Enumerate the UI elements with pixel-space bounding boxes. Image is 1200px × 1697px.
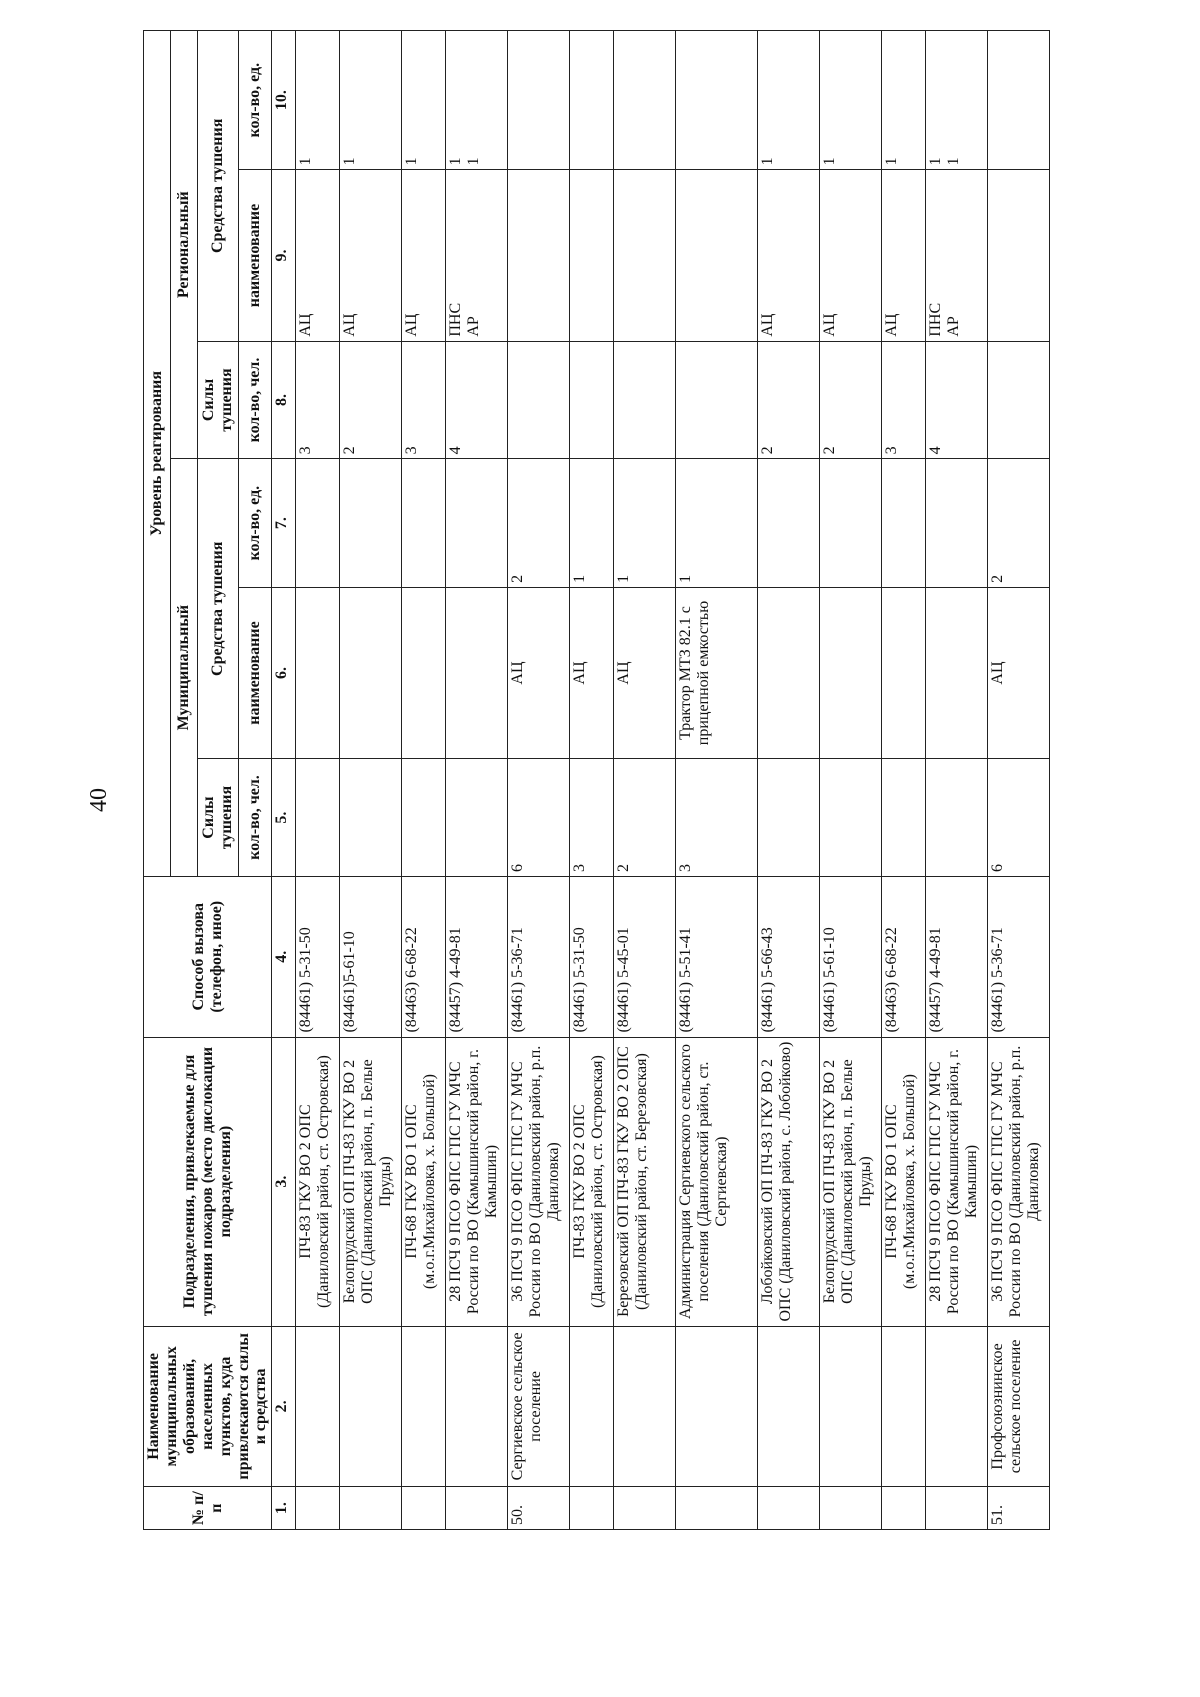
header-forces-regional: Силы тушения — [197, 341, 238, 459]
header-means-regional: Средства тушения — [197, 31, 238, 342]
row-num — [446, 1487, 508, 1530]
regional-forces-qty: 2 — [820, 341, 882, 459]
header-call-method: Способ вызова (телефон, иное) — [144, 876, 272, 1037]
unit-name: 36 ПСЧ 9 ПСО ФПС ГПС ГУ МЧС России по ВО (Даниловский район, р.п. Даниловка) — [508, 1037, 570, 1326]
municipal-forces-qty — [296, 759, 340, 877]
municipal-forces-qty — [446, 759, 508, 877]
municipal-forces-qty: 6 — [988, 759, 1050, 877]
municipal-forces-qty: 2 — [614, 759, 676, 877]
call-phone: (84461) 5-45-01 — [614, 876, 676, 1037]
unit-name: Белопрудский ОП ПЧ-83 ГКУ ВО 2 ОПС (Даниловский район, п. Белые Пруды) — [340, 1037, 402, 1326]
col-number: 7. — [272, 459, 296, 587]
regional-means-name — [676, 170, 758, 341]
municipality-name — [820, 1326, 882, 1487]
call-phone: (84461) 5-36-71 — [988, 876, 1050, 1037]
regional-forces-qty — [570, 341, 614, 459]
row-num — [882, 1487, 926, 1530]
table-row — [570, 31, 614, 1530]
unit-name: Березовский ОП ПЧ-83 ГКУ ВО 2 ОПС (Даниловский район, ст. Березовская) — [614, 1037, 676, 1326]
unit-name: ПЧ-68 ГКУ ВО 1 ОПС (м.о.г.Михайловка, х. Большой) — [402, 1037, 446, 1326]
col-number: 8. — [272, 341, 296, 459]
municipality-name — [570, 1326, 614, 1487]
table-row — [296, 31, 340, 1530]
municipal-means-name: АЦ — [508, 587, 570, 758]
table-row — [926, 31, 988, 1530]
call-phone: (84461) 5-66-43 — [758, 876, 820, 1037]
header-municipal: Муниципальный — [170, 459, 197, 877]
regional-means-qty: 1 — [402, 31, 446, 170]
call-phone: (84463) 6-68-22 — [402, 876, 446, 1037]
municipal-forces-qty — [340, 759, 402, 877]
regional-forces-qty — [614, 341, 676, 459]
header-num: № п/п — [144, 1487, 272, 1530]
call-phone: (84461)5-61-10 — [340, 876, 402, 1037]
header-qty-units: кол-во, ед. — [239, 31, 272, 170]
header-name-col: наименование — [239, 170, 272, 341]
municipal-means-name: АЦ — [988, 587, 1050, 758]
regional-means-qty: 1 — [820, 31, 882, 170]
regional-forces-qty: 3 — [402, 341, 446, 459]
table-row — [402, 31, 446, 1530]
table-row — [882, 31, 926, 1530]
municipal-means-name — [446, 587, 508, 758]
regional-forces-qty: 3 — [296, 341, 340, 459]
regional-forces-qty — [676, 341, 758, 459]
unit-name: ПЧ-68 ГКУ ВО 1 ОПС (м.о.г.Михайловка, х. Большой) — [882, 1037, 926, 1326]
col-number: 1. — [272, 1487, 296, 1530]
table-row — [614, 31, 676, 1530]
call-phone: (84461) 5-31-50 — [570, 876, 614, 1037]
unit-name: Лобойковский ОП ПЧ-83 ГКУ ВО 2 ОПС (Даниловский район, с. Лобойково) — [758, 1037, 820, 1326]
regional-means-name — [570, 170, 614, 341]
regional-forces-qty — [508, 341, 570, 459]
municipality-name — [296, 1326, 340, 1487]
regional-means-qty: 1 — [340, 31, 402, 170]
regional-forces-qty — [988, 341, 1050, 459]
row-num — [820, 1487, 882, 1530]
municipal-means-qty: 2 — [988, 459, 1050, 587]
row-num — [926, 1487, 988, 1530]
row-num — [614, 1487, 676, 1530]
table-row — [508, 31, 570, 1530]
regional-forces-qty: 3 — [882, 341, 926, 459]
row-num — [296, 1487, 340, 1530]
response-forces-table — [143, 30, 1050, 1530]
regional-means-name — [614, 170, 676, 341]
municipality-name — [882, 1326, 926, 1487]
municipal-means-name — [820, 587, 882, 758]
unit-name: Белопрудский ОП ПЧ-83 ГКУ ВО 2 ОПС (Даниловский район, п. Белые Пруды) — [820, 1037, 882, 1326]
municipal-means-qty: 1 — [570, 459, 614, 587]
municipal-means-name: АЦ — [614, 587, 676, 758]
row-num — [402, 1487, 446, 1530]
header-means-municipal: Средства тушения — [197, 459, 238, 759]
row-num — [676, 1487, 758, 1530]
call-phone: (84457) 4-49-81 — [446, 876, 508, 1037]
unit-name: 28 ПСЧ 9 ПСО ФПС ГПС ГУ МЧС России по ВО (Камышинский район, г. Камышин) — [926, 1037, 988, 1326]
municipality-name — [402, 1326, 446, 1487]
call-phone: (84461) 5-36-71 — [508, 876, 570, 1037]
municipal-means-qty — [296, 459, 340, 587]
municipal-means-name: АЦ — [570, 587, 614, 758]
regional-means-qty — [988, 31, 1050, 170]
header-name-col: наименование — [239, 587, 272, 758]
regional-means-qty — [614, 31, 676, 170]
header-regional: Региональный — [170, 31, 197, 459]
regional-means-name — [508, 170, 570, 341]
regional-means-name: АЦ — [402, 170, 446, 341]
municipal-means-name — [402, 587, 446, 758]
regional-forces-qty: 4 — [446, 341, 508, 459]
col-number: 4. — [272, 876, 296, 1037]
rotated-document-table — [143, 30, 1043, 1530]
regional-means-name: АЦ — [340, 170, 402, 341]
unit-name: 28 ПСЧ 9 ПСО ФПС ГПС ГУ МЧС России по ВО (Камышинский район, г. Камышин) — [446, 1037, 508, 1326]
municipal-forces-qty: 6 — [508, 759, 570, 877]
municipal-means-name — [296, 587, 340, 758]
municipal-forces-qty — [758, 759, 820, 877]
table-row — [758, 31, 820, 1530]
row-num: 51. — [988, 1487, 1050, 1530]
municipal-forces-qty — [926, 759, 988, 877]
row-num — [570, 1487, 614, 1530]
header-municipality: Наименование муниципальных образований, населенных пунктов, куда привлекаются силы и средства — [144, 1326, 272, 1487]
municipality-name — [340, 1326, 402, 1487]
municipality-name — [926, 1326, 988, 1487]
col-number: 2. — [272, 1326, 296, 1487]
municipal-forces-qty — [882, 759, 926, 877]
unit-name: ПЧ-83 ГКУ ВО 2 ОПС (Даниловский район, ст. Островская) — [570, 1037, 614, 1326]
municipality-name — [614, 1326, 676, 1487]
regional-means-qty: 1 — [296, 31, 340, 170]
header-qty-units: кол-во, ед. — [239, 459, 272, 587]
call-phone: (84461) 5-31-50 — [296, 876, 340, 1037]
regional-means-qty: 1 1 — [446, 31, 508, 170]
municipal-means-name: Трактор МТЗ 82.1 с прицепной емкостью — [676, 587, 758, 758]
regional-forces-qty: 2 — [340, 341, 402, 459]
row-num — [340, 1487, 402, 1530]
municipal-means-name — [758, 587, 820, 758]
municipal-means-qty — [926, 459, 988, 587]
call-phone: (84461) 5-51-41 — [676, 876, 758, 1037]
unit-name: Администрация Сергиевского сельского поселения (Даниловский район, ст. Сергиевская) — [676, 1037, 758, 1326]
municipal-means-qty: 2 — [508, 459, 570, 587]
page-number: 40 — [86, 788, 112, 812]
call-phone: (84461) 5-61-10 — [820, 876, 882, 1037]
call-phone: (84457) 4-49-81 — [926, 876, 988, 1037]
table-row — [820, 31, 882, 1530]
unit-name: 36 ПСЧ 9 ПСО ФПС ГПС ГУ МЧС России по ВО (Даниловский район, р.п. Даниловка) — [988, 1037, 1050, 1326]
municipality-name — [758, 1326, 820, 1487]
row-num — [758, 1487, 820, 1530]
col-number: 3. — [272, 1037, 296, 1326]
regional-means-name: ПНС АР — [446, 170, 508, 341]
table-row — [446, 31, 508, 1530]
regional-means-name: АЦ — [758, 170, 820, 341]
municipality-name — [676, 1326, 758, 1487]
municipality-name — [446, 1326, 508, 1487]
regional-means-name: АЦ — [296, 170, 340, 341]
municipal-means-qty — [340, 459, 402, 587]
regional-forces-qty: 4 — [926, 341, 988, 459]
municipality-name: Профсоюзнинское сельское поселение — [988, 1326, 1050, 1487]
municipal-means-name — [926, 587, 988, 758]
header-qty-people: кол-во, чел. — [239, 341, 272, 459]
municipal-forces-qty — [402, 759, 446, 877]
regional-means-name: АЦ — [820, 170, 882, 341]
header-units: Подразделения, привлекаемые для тушения пожаров (место дислокации подразделения) — [144, 1037, 272, 1326]
table-row — [676, 31, 758, 1530]
row-num: 50. — [508, 1487, 570, 1530]
municipal-means-name — [882, 587, 926, 758]
table-row — [988, 31, 1050, 1530]
regional-forces-qty: 2 — [758, 341, 820, 459]
regional-means-qty — [676, 31, 758, 170]
col-number: 5. — [272, 759, 296, 877]
regional-means-qty — [508, 31, 570, 170]
regional-means-qty — [570, 31, 614, 170]
header-response-level: Уровень реагирования — [144, 31, 171, 877]
header-forces-municipal: Силы тушения — [197, 759, 238, 877]
header-qty-people: кол-во, чел. — [239, 759, 272, 877]
municipal-means-qty — [882, 459, 926, 587]
col-number: 9. — [272, 170, 296, 341]
regional-means-qty: 1 — [882, 31, 926, 170]
municipal-means-qty — [758, 459, 820, 587]
municipal-forces-qty: 3 — [570, 759, 614, 877]
table-row — [340, 31, 402, 1530]
regional-means-name — [988, 170, 1050, 341]
regional-means-qty: 1 1 — [926, 31, 988, 170]
municipal-means-name — [340, 587, 402, 758]
municipal-means-qty — [402, 459, 446, 587]
col-number: 6. — [272, 587, 296, 758]
regional-means-name: АЦ — [882, 170, 926, 341]
municipality-name: Сергиевское сельское поселение — [508, 1326, 570, 1487]
regional-means-qty: 1 — [758, 31, 820, 170]
regional-means-name: ПНС АР — [926, 170, 988, 341]
municipal-means-qty — [446, 459, 508, 587]
municipal-means-qty: 1 — [614, 459, 676, 587]
col-number: 10. — [272, 31, 296, 170]
municipal-forces-qty — [820, 759, 882, 877]
unit-name: ПЧ-83 ГКУ ВО 2 ОПС (Даниловский район, ст. Островская) — [296, 1037, 340, 1326]
call-phone: (84463) 6-68-22 — [882, 876, 926, 1037]
municipal-forces-qty: 3 — [676, 759, 758, 877]
municipal-means-qty — [820, 459, 882, 587]
municipal-means-qty: 1 — [676, 459, 758, 587]
